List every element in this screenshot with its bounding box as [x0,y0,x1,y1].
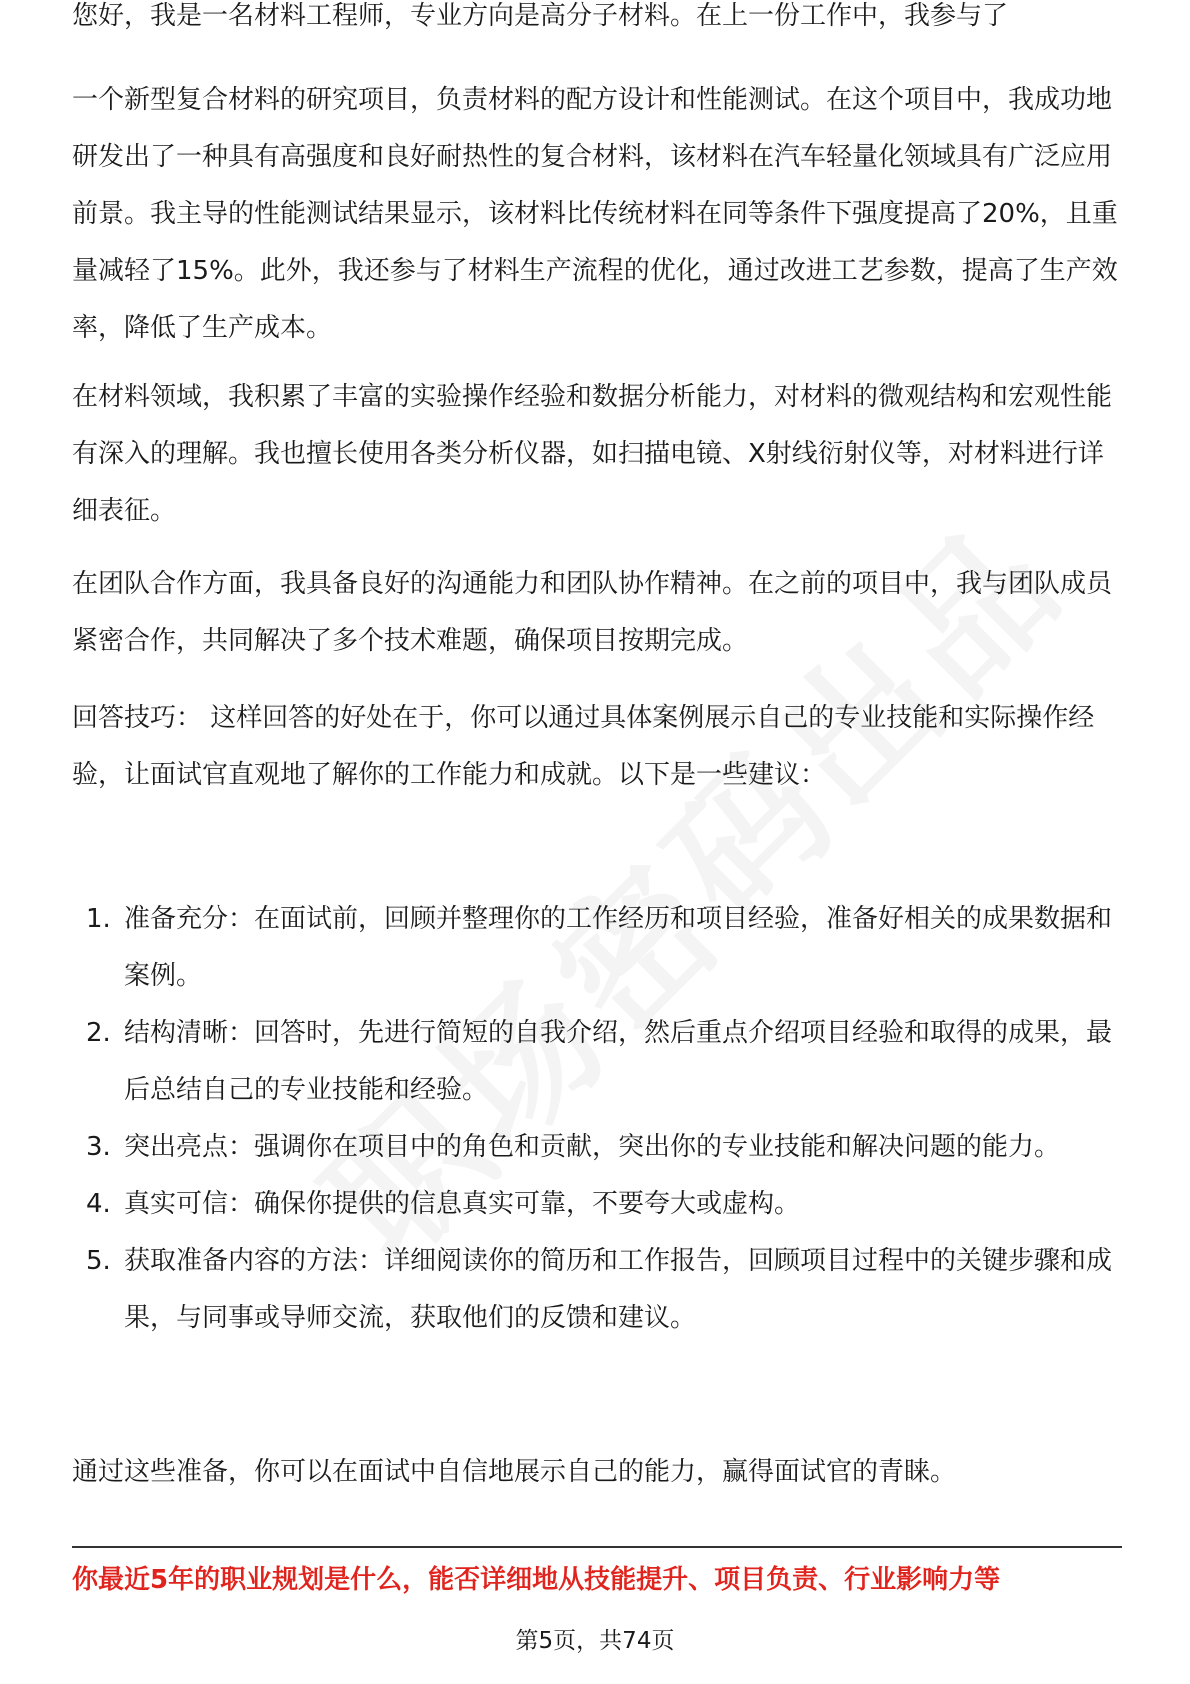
tips-intro: 回答技巧： 这样回答的好处在于，你可以通过具体案例展示自己的专业技能和实际操作经验，让面试官直观地了解你的工作能力和成就。以下是一些建议： [72,703,1095,790]
list-item [72,1233,1122,1347]
intro-cut-line-text: 您好，我是一名材料工程师，专业方向是高分子材料。在上一份工作中，我参与了 [72,1,1009,31]
list-number: 3. [86,1132,111,1162]
list-item [72,1005,1122,1119]
list-item [72,1119,1122,1176]
list-number: 5. [86,1246,111,1276]
tips-list [72,891,1122,1347]
list-number: 1. [86,904,111,934]
list-item [72,891,1122,1005]
list-text: 获取准备内容的方法：详细阅读你的简历和工作报告，回顾项目过程中的关键步骤和成果，与同事或导师交流，获取他们的反馈和建议。 [124,1246,1113,1333]
list-text: 突出亮点：强调你在项目中的角色和贡献，突出你的专业技能和解决问题的能力。 [124,1132,1061,1162]
paragraph-teamwork: 在团队合作方面，我具备良好的沟通能力和团队协作精神。在之前的项目中，我与团队成员紧密合作，共同解决了多个技术难题，确保项目按期完成。 [72,569,1113,656]
page-number: 第5页，共74页 [515,1628,675,1654]
intro-paragraph: 一个新型复合材料的研究项目，负责材料的配方设计和性能测试。在这个项目中，我成功地研发出了一种具有高强度和良好耐热性的复合材料，该材料在汽车轻量化领域具有广泛应用前景。我主导的性能测试结果显示，该材料比传统材料在同等条件下强度提高了20%，且重量减轻了15%。此外，我还参与了材料生产流程的优化，通过改进工艺参数，提高了生产效率，降低了生产成本。 [72,85,1118,343]
list-text: 结构清晰：回答时，先进行简短的自我介绍，然后重点介绍项目经验和取得的成果，最后总结自己的专业技能和经验。 [124,1018,1113,1105]
list-item [72,1176,1122,1233]
list-text: 真实可信：确保你提供的信息真实可靠，不要夸大或虚构。 [124,1189,801,1219]
closing-paragraph: 通过这些准备，你可以在面试中自信地展示自己的能力，赢得面试官的青睐。 [72,1457,957,1487]
paragraph-material-skills: 在材料领域，我积累了丰富的实验操作经验和数据分析能力，对材料的微观结构和宏观性能有深入的理解。我也擅长使用各类分析仪器，如扫描电镜、X射线衍射仪等，对材料进行详细表征。 [72,382,1113,526]
next-question-heading: 你最近5年的职业规划是什么，能否详细地从技能提升、项目负责、行业影响力等 [72,1565,1001,1595]
list-number: 2. [86,1018,111,1048]
list-number: 4. [86,1189,111,1219]
list-text: 准备充分：在面试前，回顾并整理你的工作经历和项目经验，准备好相关的成果数据和案例。 [124,904,1113,991]
section-divider [72,1546,1122,1548]
intro-cut-line [72,1,1122,58]
